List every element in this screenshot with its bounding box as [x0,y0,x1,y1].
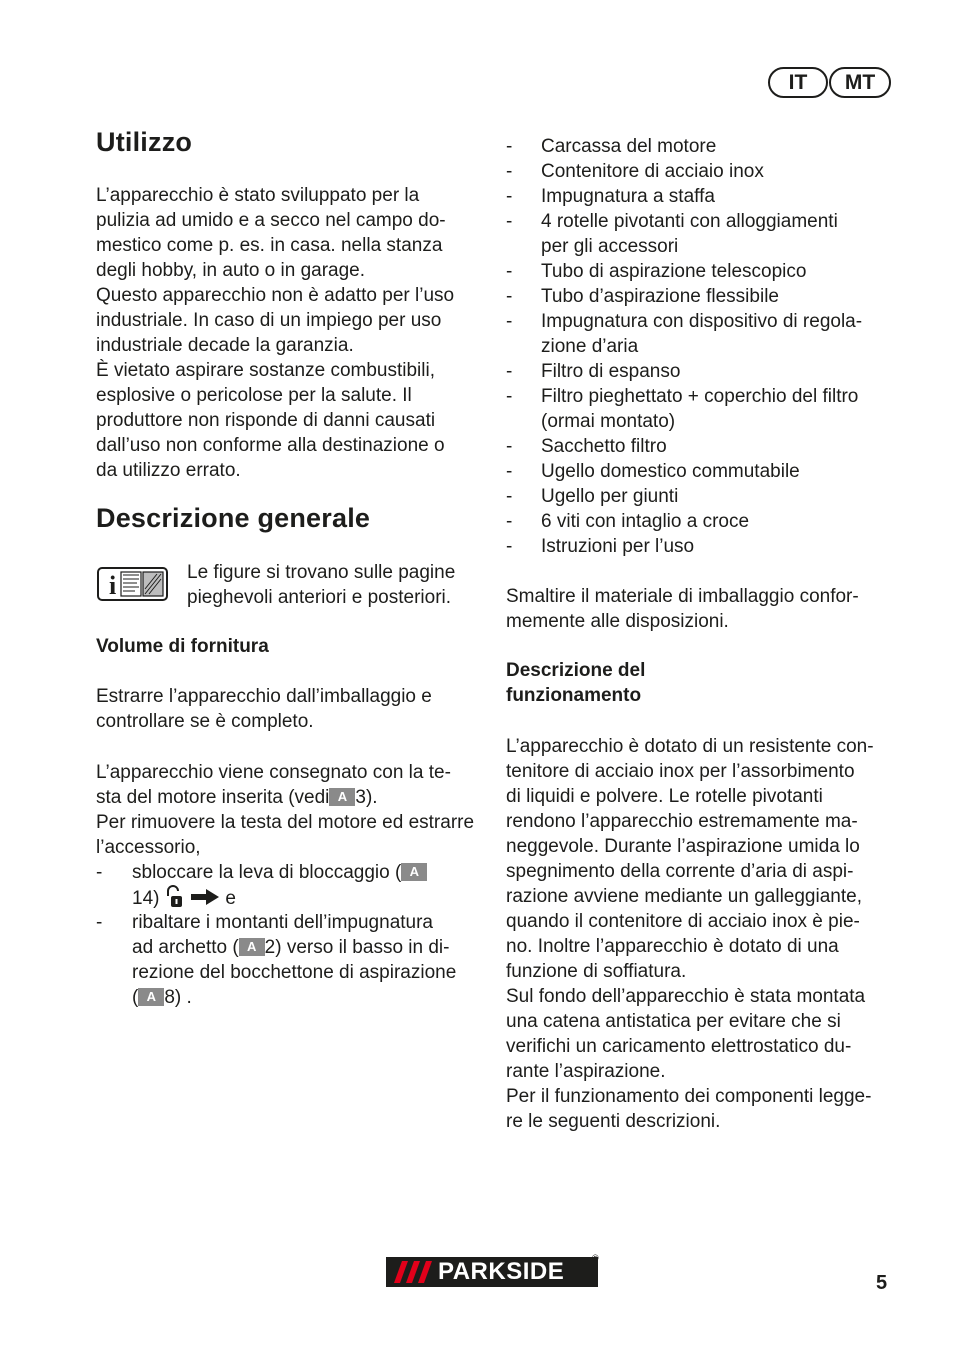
text-line [132,935,449,960]
list-item: - Ugello domestico commutabile [506,459,906,484]
text-line: Sul fondo dell’apparecchio è stata montata [506,986,866,1007]
info-note [187,560,487,610]
text-line: produttore non risponde di danni causati [96,410,436,431]
text-line: ribaltare i montanti dell’impugnatura [132,912,433,933]
text-line: neggevole. Durante l’aspirazione umida lo [506,836,860,857]
figure-a-badge: A [138,988,164,1006]
text-line: verifichi un caricamento elettrostatico du- [506,1036,852,1057]
text-fragment: ( [132,987,139,1008]
list-item: - 4 rotelle pivotanti con alloggiamenti per gli accessori [506,209,906,259]
text-line: Estrarre l’apparecchio dall’imballaggio e [96,686,432,707]
text-line: esplosive o pericolose per la salute. Il [96,385,412,406]
text-fragment: 14) [132,888,160,909]
list-item: - Tubo d’aspirazione flessibile [506,284,906,309]
funzionamento-text [506,734,916,1134]
heading-line: funzionamento [506,685,642,706]
unlock-icon [165,885,185,909]
figure-a-badge: A [239,938,265,956]
arrow-right-icon [190,888,220,906]
list-item: - 6 viti con intaglio a croce [506,509,906,534]
text-line: industriale. In caso di un impiego per uso [96,310,442,331]
figure-a-badge: A [329,788,355,806]
list-item: - Carcassa del motore [506,134,906,159]
text-line: Per il funzionamento dei componenti legge- [506,1086,872,1107]
text-line: spegnimento della corrente d’aria di aspi- [506,861,854,882]
text-line: rante l’aspirazione. [506,1061,666,1082]
text-line: una catena antistatica per evitare che si [506,1011,841,1032]
descrizione-generale-heading: Descrizione generale [96,503,371,533]
text-line: tenitore di acciaio inox per l’assorbimento [506,761,855,782]
text-line: rezione del bocchettone di aspirazione [132,962,457,983]
text-line: dall’uso non conforme alla destinazione o [96,435,445,456]
text-line [132,860,427,885]
text-line: L’apparecchio è dotato di un resistente con- [506,736,874,757]
text-line: È vietato aspirare sostanze combustibili, [96,360,435,381]
text-fragment: sbloccare la leva di bloccaggio ( [132,862,402,883]
text-line: quando il contenitore di acciaio inox è pie- [506,911,860,932]
parts-list [506,134,906,559]
heading-line: Descrizione del [506,660,646,681]
registered-mark: ® [592,1253,599,1263]
page-number: 5 [876,1272,888,1294]
text-fragment: ad archetto ( [132,937,239,958]
text-line: funzione di soffiatura. [506,961,687,982]
text-fragment: 8) . [164,987,192,1008]
list-item: - Sacchetto filtro [506,434,906,459]
text-line: industriale decade la garanzia. [96,335,354,356]
info-book-icon [97,560,169,604]
volume-intro [96,684,491,734]
list-item: - Impugnatura a staffa [506,184,906,209]
utilizzo-heading: Utilizzo [96,127,193,157]
list-dash: - [96,912,103,933]
text-line: degli hobby, in auto o in garage. [96,260,366,281]
volume-fornitura-heading: Volume di fornitura [96,636,269,657]
list-item: - Tubo di aspirazione telescopico [506,259,906,284]
text-line: no. Inoltre l’apparecchio è dotato di una [506,936,839,957]
text-line: controllare se è completo. [96,711,314,732]
list-item: - Filtro di espanso [506,359,906,384]
text-line: Le figure si trovano sulle pagine [187,562,456,583]
text-line: L’apparecchio è stato sviluppato per la [96,185,420,206]
list-item: - Istruzioni per l’uso [506,534,906,559]
list-item: - Contenitore di acciaio inox [506,159,906,184]
text-fragment: e [225,888,236,909]
list-item: - Impugnatura con dispositivo di regola- zione d’aria [506,309,906,359]
svg-text:i: i [109,571,117,600]
text-line: l’accessorio, [96,837,201,858]
text-line: Smaltire il materiale di imballaggio confor- [506,586,859,607]
disposal-note [506,584,906,634]
lang-badge-mt: MT [829,67,891,98]
text-line [132,885,236,911]
list-dash: - [96,862,103,883]
list-item: - Ugello per giunti [506,484,906,509]
text-line [132,985,192,1010]
utilizzo-text [96,183,491,483]
text-fragment: 3). [355,787,378,808]
text-fragment: sta del motore inserita (vedi [96,787,330,808]
logo-text: PARKSIDE [438,1258,565,1285]
logo-slashes-icon [394,1261,434,1283]
text-line: mestico come p. es. in casa. nella stanza [96,235,443,256]
text-line: razione avviene mediante un galleggiante, [506,886,862,907]
list-item: - Filtro pieghettato + coperchio del filtro (ormai montato) [506,384,906,434]
funzionamento-heading [506,658,645,708]
text-line: memente alle disposizioni. [506,611,729,632]
text-line: L’apparecchio viene consegnato con la te- [96,762,451,783]
text-line: Per rimuovere la testa del motore ed estrarre [96,812,475,833]
text-line: re le seguenti descrizioni. [506,1111,721,1132]
figure-a-badge: A [401,863,427,881]
text-line: pulizia ad umido e a secco nel campo do- [96,210,446,231]
lang-badge-it: IT [768,67,828,98]
text-line [96,785,378,810]
text-line: pieghevoli anteriori e posteriori. [187,587,452,608]
text-line: di liquidi e polvere. Le rotelle pivotanti [506,786,823,807]
text-fragment: 2) verso il basso in di- [264,937,450,958]
parkside-logo [386,1257,598,1287]
text-line: rendono l’apparecchio estremamente ma- [506,811,858,832]
text-line: da utilizzo errato. [96,460,241,481]
text-line: Questo apparecchio non è adatto per l’uso [96,285,455,306]
